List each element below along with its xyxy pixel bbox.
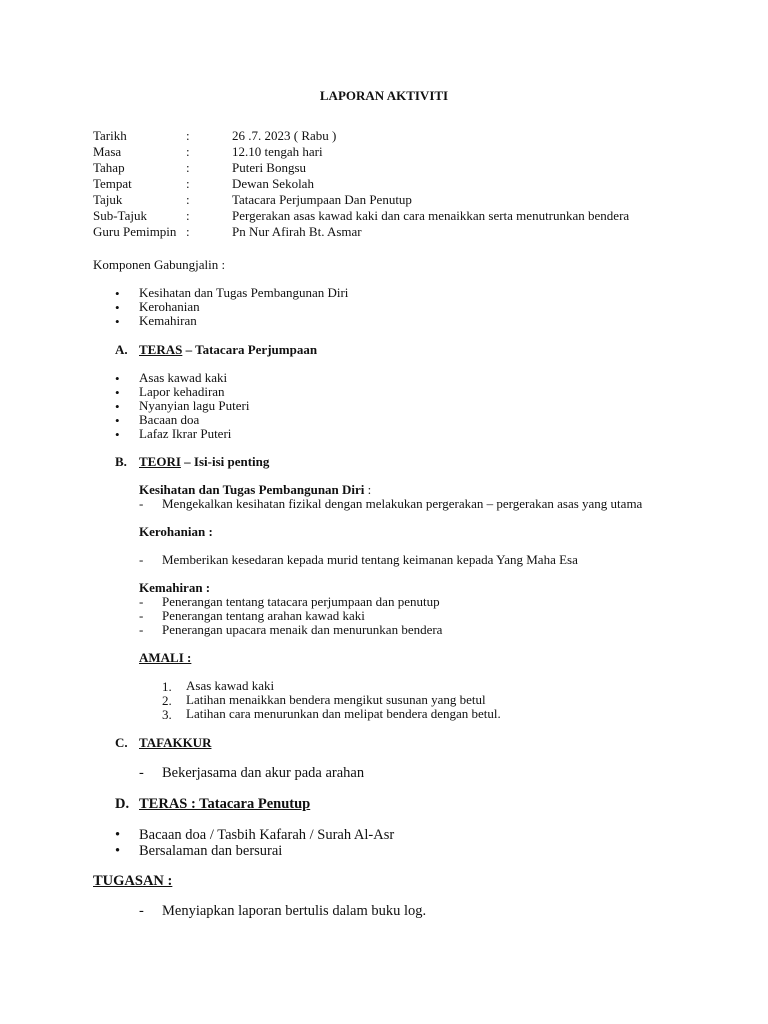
kemahiran-heading: Kemahiran : xyxy=(139,580,211,595)
dash-icon: - xyxy=(139,903,144,919)
dash-icon: - xyxy=(139,765,144,781)
list-item: Memberikan kesedaran kepada murid tentang keimanan kepada Yang Maha Esa xyxy=(162,552,578,567)
list-item: Asas kawad kaki xyxy=(186,678,275,693)
amali-heading: AMALI : xyxy=(139,650,192,665)
dash-icon: - xyxy=(139,552,144,567)
kerohanian-heading: Kerohanian : xyxy=(139,524,213,539)
page-title: LAPORAN AKTIVITI xyxy=(319,88,449,103)
list-number: 3. xyxy=(162,707,172,722)
tugasan-heading: TUGASAN : xyxy=(93,873,173,889)
kesihatan-heading: Kesihatan dan Tugas Pembangunan Diri : xyxy=(139,482,372,497)
list-item: Bersalaman dan bersurai xyxy=(139,843,283,859)
section-b-title: – Isi-isi penting xyxy=(180,454,270,469)
bullet-icon: • xyxy=(115,427,120,442)
list-item: Latihan cara menurunkan dan melipat bendera dengan betul. xyxy=(186,706,501,721)
bullet-icon: • xyxy=(115,843,121,859)
bullet-icon: • xyxy=(115,300,120,315)
dash-icon: - xyxy=(139,594,144,609)
bullet-icon: • xyxy=(115,385,120,400)
dash-icon: - xyxy=(139,622,144,637)
dash-icon: - xyxy=(139,496,144,511)
section-letter: C. xyxy=(115,735,128,750)
list-item: Bacaan doa xyxy=(139,412,200,427)
list-item: Lafaz Ikrar Puteri xyxy=(139,426,232,441)
list-item: Kerohanian xyxy=(139,299,200,314)
list-item: Latihan menaikkan bendera mengikut susunan yang betul xyxy=(186,692,486,707)
list-number: 2. xyxy=(162,693,172,708)
list-item: Menyiapkan laporan bertulis dalam buku log. xyxy=(162,903,427,919)
list-item: Bacaan doa / Tasbih Kafarah / Surah Al-Asr xyxy=(139,827,395,843)
document-page: LAPORAN AKTIVITI Tarikh : 26 .7. 2023 ( Rabu ) Masa : 12.10 tengah hari Tahap : Puteri Bongsu Tempat : Dewan Sekolah Tajuk : Tatacara Perjumpaan Dan Penutup Sub-Tajuk : Pergerakan asas kawad kaki dan cara menaikkan serta menutrunkan bendera Guru Pemimpin : Pn Nur Afirah Bt. Asmar Komponen Gabungjalin : • Kesihatan dan Tugas Pembangunan Diri • Kerohanian • Kemahiran A. TERAS – Tatacara Perjumpaan • Asas kawad kaki • Lapor kehadiran • Nyanyian lagu Puteri • Bacaan doa • Lafaz Ikrar Puteri B. TEORI – Isi-isi penting Kesihatan dan Tugas Pembangunan Diri : - Mengekalkan kesihatan fizikal dengan melakukan pergerakan – pergerakan asas yang utama Kerohanian : - Memberikan kesedaran kepada murid tentang keimanan kepada Yang Maha Esa Kemahiran : - Penerangan tentang tatacara perjumpaan dan penutup - Penerangan tentang arahan kawad kaki - Penerangan upacara menaik dan menurunkan bendera AMALI : 1. Asas kawad kaki 2. Latihan menaikkan bendera mengikut susunan yang betul 3. Latihan cara menurunkan dan melipat bendera dengan betul. C. TAFAKKUR - Bekerjasama dan akur pada arahan D. TERAS : Tatacara Penutup • Bacaan doa / Tasbih Kafarah / Surah Al-Asr • Bersalaman dan bersurai TUGASAN : - Menyiapkan laporan bertulis dalam buku log. xyxy=(0,0,768,1024)
section-letter: A. xyxy=(115,342,128,357)
list-item: Penerangan tentang tatacara perjumpaan dan penutup xyxy=(162,594,440,609)
komponen-heading: Komponen Gabungjalin : xyxy=(93,257,226,272)
list-item: Mengekalkan kesihatan fizikal dengan melakukan pergerakan – pergerakan asas yang utama xyxy=(162,496,643,511)
list-item: Lapor kehadiran xyxy=(139,384,225,399)
list-item: Penerangan tentang arahan kawad kaki xyxy=(162,608,365,623)
section-a-title: – Tatacara Perjumpaan xyxy=(182,342,318,357)
section-a-keyword: TERAS xyxy=(139,342,183,357)
bullet-icon: • xyxy=(115,413,120,428)
bullet-icon: • xyxy=(115,399,120,414)
section-letter: B. xyxy=(115,454,127,469)
list-item: Nyanyian lagu Puteri xyxy=(139,398,250,413)
list-item: Asas kawad kaki xyxy=(139,370,228,385)
section-letter: D. xyxy=(115,796,130,812)
bullet-icon: • xyxy=(115,314,120,329)
bullet-icon: • xyxy=(115,371,120,386)
bullet-icon: • xyxy=(115,286,120,301)
list-item: Bekerjasama dan akur pada arahan xyxy=(162,765,365,781)
bullet-icon: • xyxy=(115,827,121,843)
list-item: Kesihatan dan Tugas Pembangunan Diri xyxy=(139,285,349,300)
section-d-heading: TERAS : Tatacara Penutup xyxy=(139,796,311,812)
dash-icon: - xyxy=(139,608,144,623)
section-b-keyword: TEORI xyxy=(139,454,181,469)
list-number: 1. xyxy=(162,679,172,694)
list-item: Penerangan upacara menaik dan menurunkan bendera xyxy=(162,622,443,637)
section-c-heading: TAFAKKUR xyxy=(139,735,212,750)
list-item: Kemahiran xyxy=(139,313,197,328)
